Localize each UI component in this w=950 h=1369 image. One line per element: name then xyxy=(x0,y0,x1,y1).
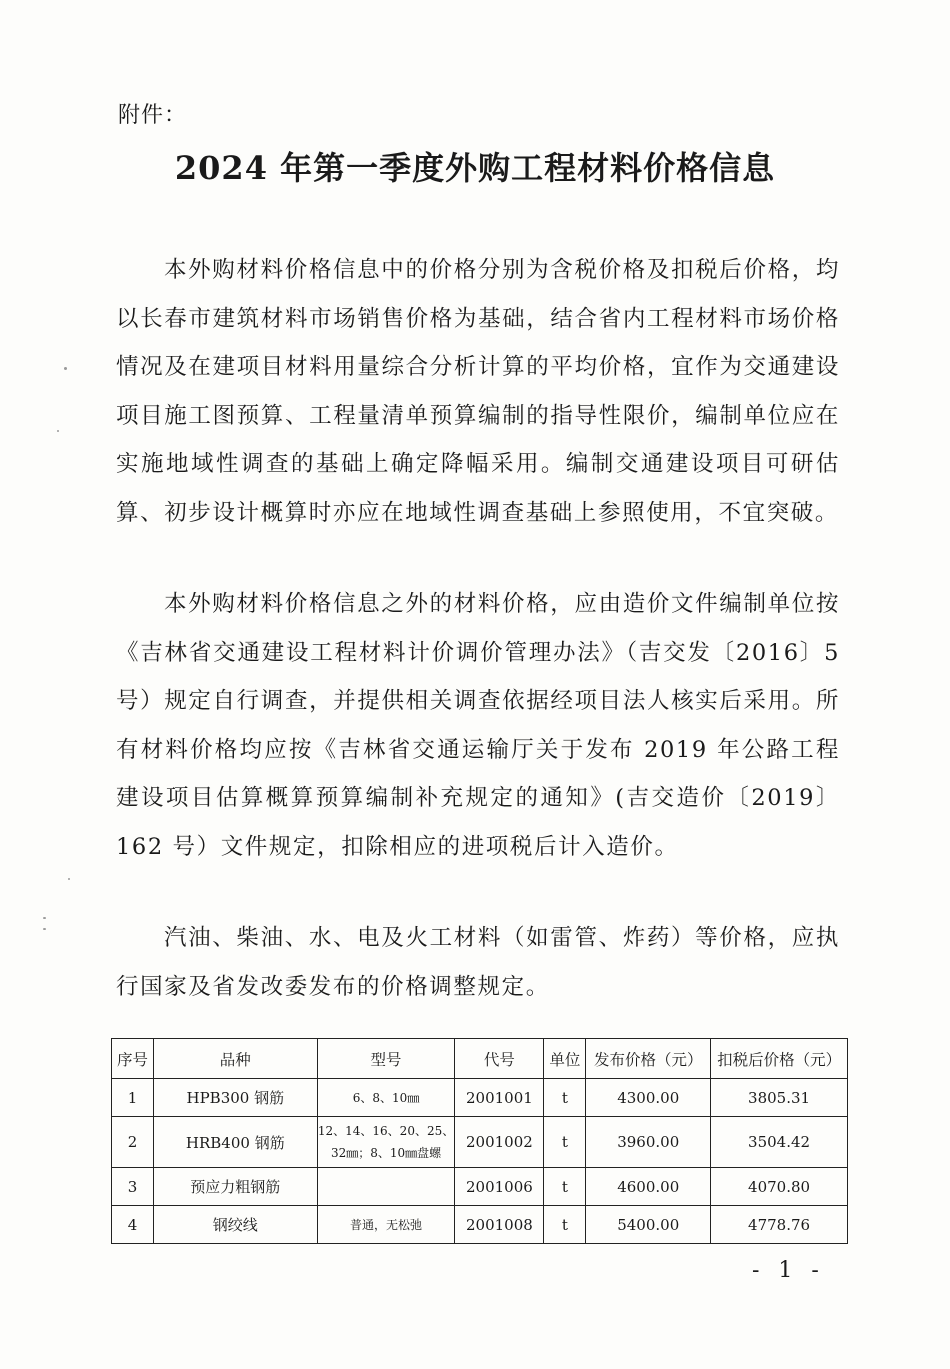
document-title: 2024 年第一季度外购工程材料价格信息 xyxy=(174,149,776,187)
cell-name: 钢绞线 xyxy=(153,1206,317,1244)
cell-net-price: 4778.76 xyxy=(711,1206,848,1244)
cell-unit: t xyxy=(544,1206,586,1244)
scan-speck xyxy=(68,878,70,880)
header-unit: 单位 xyxy=(544,1039,586,1079)
table-row xyxy=(112,1168,848,1206)
cell-code: 2001006 xyxy=(455,1168,544,1206)
scan-speck xyxy=(57,430,59,432)
cell-price: 5400.00 xyxy=(586,1206,711,1244)
header-model: 型号 xyxy=(317,1039,455,1079)
cell-no: 3 xyxy=(112,1168,154,1206)
cell-model xyxy=(317,1168,455,1206)
table-row xyxy=(112,1079,848,1117)
table-header-row xyxy=(112,1039,848,1079)
cell-no: 2 xyxy=(112,1117,154,1168)
cell-model-line: 32㎜；8、10㎜盘螺 xyxy=(330,1146,442,1160)
attachment-label: 附件： xyxy=(118,103,188,128)
scan-speck xyxy=(43,928,46,930)
cell-model-line: 6、8、10㎜ xyxy=(352,1090,420,1105)
cell-net-price: 4070.80 xyxy=(711,1168,848,1206)
cell-model xyxy=(317,1117,455,1168)
cell-price: 3960.00 xyxy=(586,1117,711,1168)
cell-net-price: 3805.31 xyxy=(711,1079,848,1117)
cell-net-price: 3504.42 xyxy=(711,1117,848,1168)
header-no: 序号 xyxy=(112,1039,154,1079)
cell-unit: t xyxy=(544,1168,586,1206)
material-price-table xyxy=(111,1038,848,1244)
cell-no: 1 xyxy=(112,1079,154,1117)
cell-name: 预应力粗钢筋 xyxy=(153,1168,317,1206)
cell-model-line: 12、14、16、20、25、 xyxy=(317,1124,455,1138)
cell-code: 2001008 xyxy=(455,1206,544,1244)
cell-name: HRB400 钢筋 xyxy=(153,1117,317,1168)
page-number: - 1 - xyxy=(752,1258,825,1283)
paragraph-other-materials: 本外购材料价格信息之外的材料价格，应由造价文件编制单位按《吉林省交通建设工程材料计价调价管理办法》（吉交发〔2016〕5 号）规定自行调查，并提供相关调查依据经项目法人核实后采用。所有材料价格均应按《吉林省交通运输厅关于发布 2019 年公路工程建设项目估算概算预算编制补充规定的通知》(吉交造价〔2019〕162 号）文件规定，扣除相应的进项税后计入造价。 xyxy=(116,591,840,860)
cell-price: 4600.00 xyxy=(586,1168,711,1206)
cell-model: 普通，无松弛 xyxy=(317,1206,455,1244)
header-name: 品种 xyxy=(153,1039,317,1079)
cell-code: 2001001 xyxy=(455,1079,544,1117)
header-net-price: 扣税后价格（元） xyxy=(711,1039,848,1079)
cell-unit: t xyxy=(544,1079,586,1117)
paragraph-price-basis: 本外购材料价格信息中的价格分别为含税价格及扣税后价格，均以长春市建筑材料市场销售价格为基础，结合省内工程材料市场价格情况及在建项目材料用量综合分析计算的平均价格，宜作为交通建设项目施工图预算、工程量清单预算编制的指导性限价，编制单位应在实施地域性调查的基础上确定降幅采用。编制交通建设项目可研估算、初步设计概算时亦应在地域性调查基础上参照使用，不宜突破。 xyxy=(116,257,840,526)
cell-name: HPB300 钢筋 xyxy=(153,1079,317,1117)
cell-no: 4 xyxy=(112,1206,154,1244)
scan-speck xyxy=(64,367,67,370)
header-price: 发布价格（元） xyxy=(586,1039,711,1079)
header-code: 代号 xyxy=(455,1039,544,1079)
cell-price: 4300.00 xyxy=(586,1079,711,1117)
cell-unit: t xyxy=(544,1117,586,1168)
table-row xyxy=(112,1117,848,1168)
paragraph-fuel-energy: 汽油、柴油、水、电及火工材料（如雷管、炸药）等价格，应执行国家及省发改委发布的价格调整规定。 xyxy=(116,925,840,1000)
scan-speck xyxy=(43,917,46,919)
cell-code: 2001002 xyxy=(455,1117,544,1168)
table-row xyxy=(112,1206,848,1244)
cell-model xyxy=(317,1079,455,1117)
